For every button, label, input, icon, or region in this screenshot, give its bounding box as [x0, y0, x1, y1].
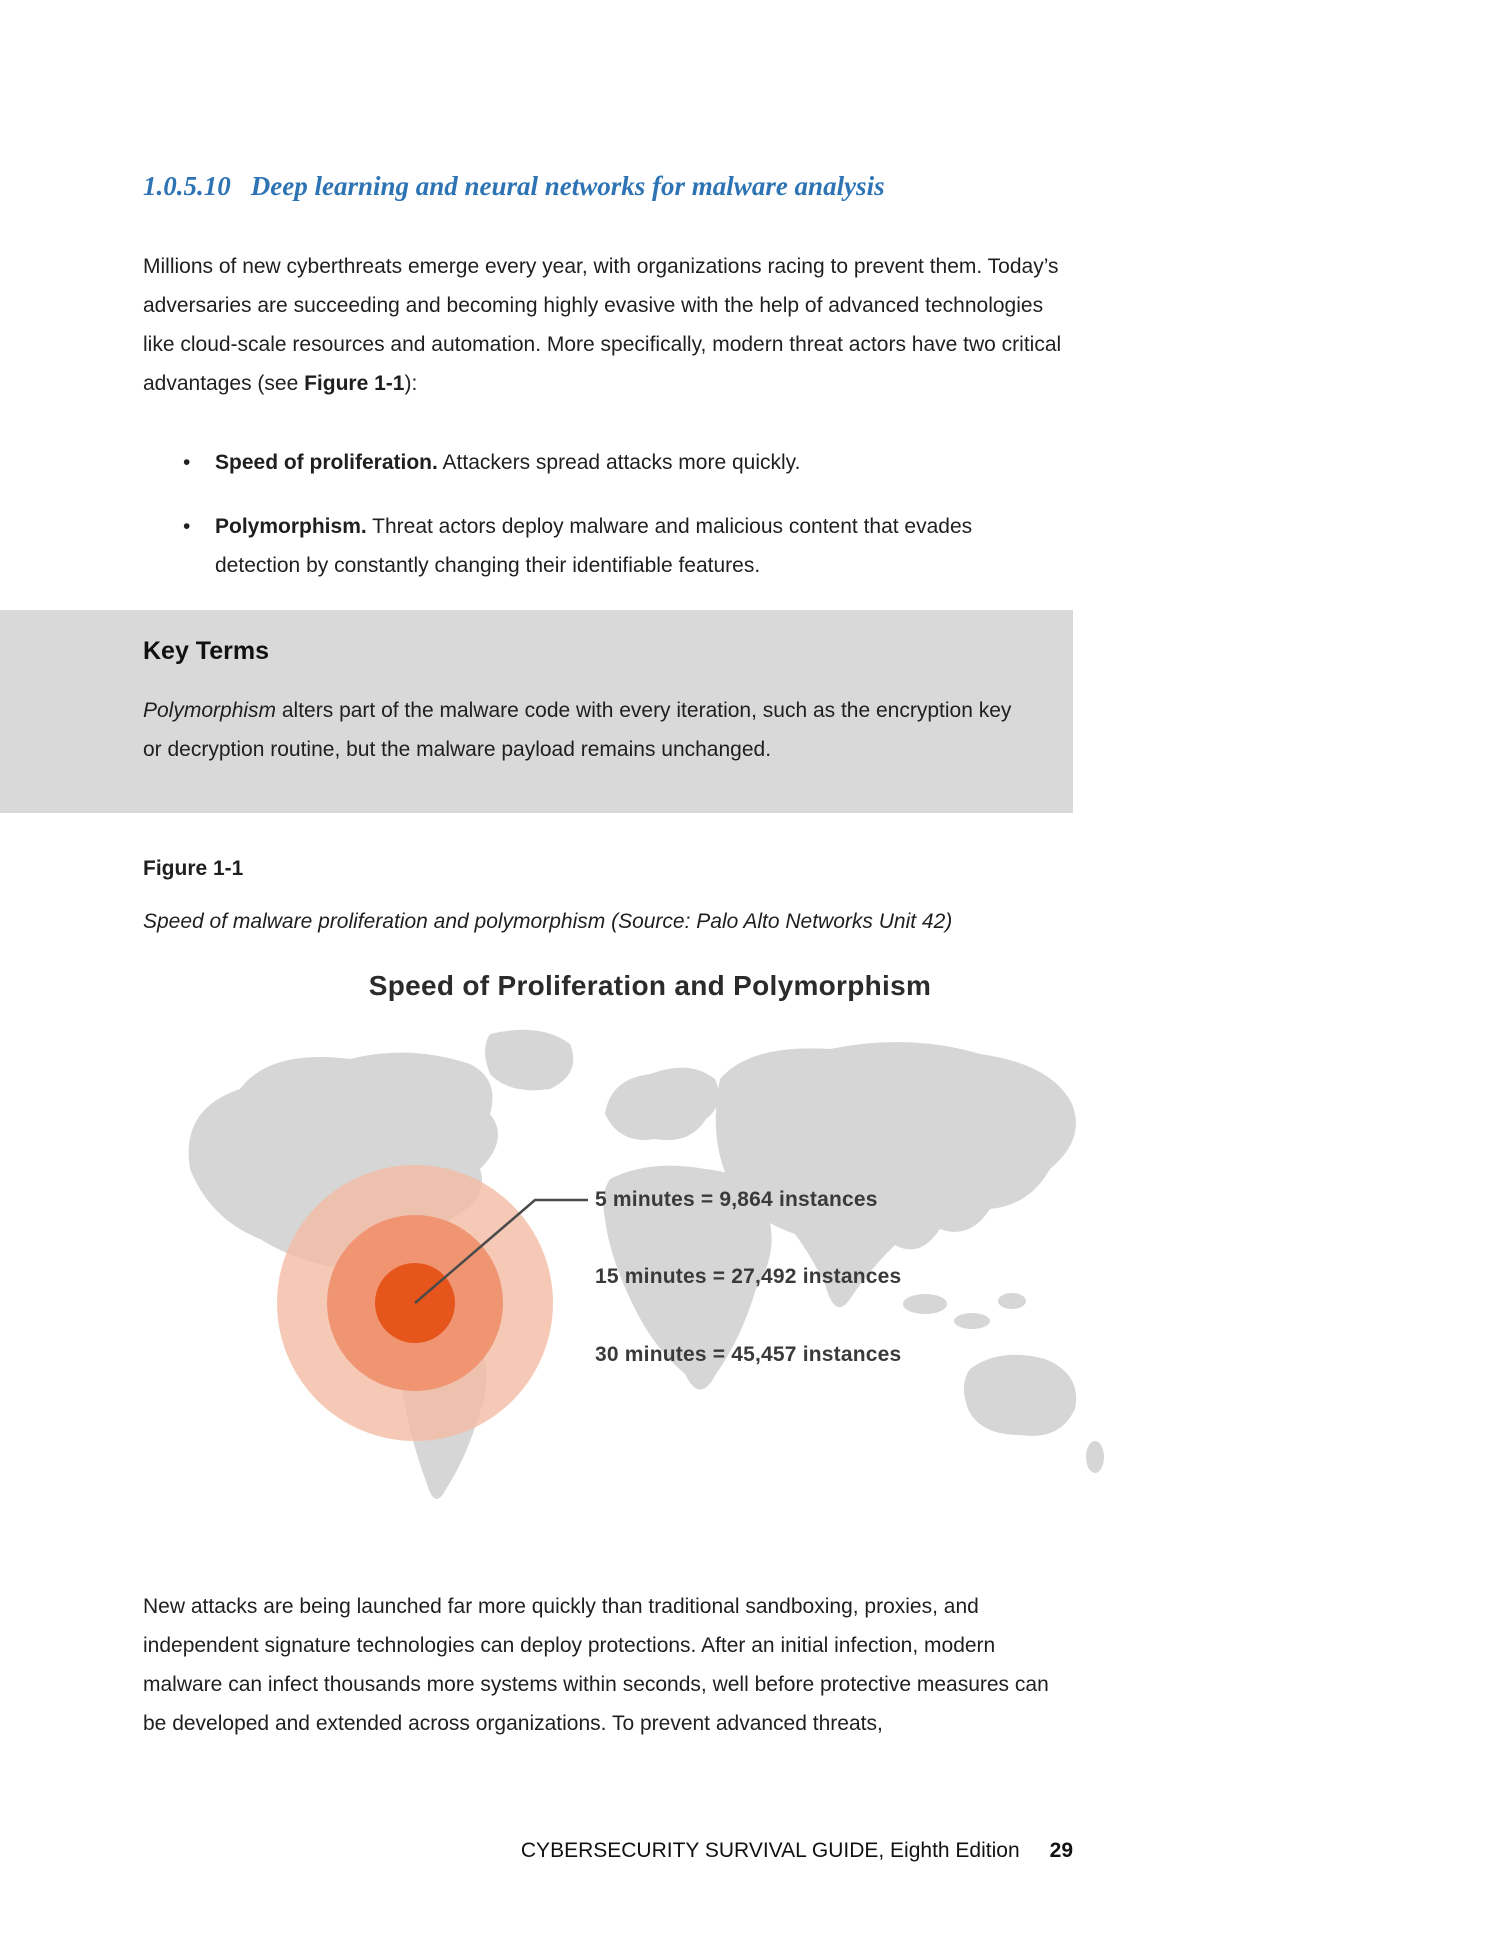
map-graphic-area [150, 1019, 1150, 1539]
intro-text: Millions of new cyberthreats emerge every year, with organizations racing to prevent them. Today’s adversaries are succeeding and becoming highly evasive with the help of advanced technologies like cloud-scale resources and automation. More specifically, modern threat actors have two critical advantages (see [143, 255, 1062, 395]
bullet-lead: Speed of proliferation. [215, 451, 438, 474]
intro-paragraph [143, 247, 1073, 403]
bullet-text: Attackers spread attacks more quickly. [437, 451, 801, 474]
key-terms-definition [143, 691, 1028, 769]
advantages-list [143, 443, 1043, 585]
list-item-speed [143, 443, 1043, 482]
section-title: Deep learning and neural networks for malware analysis [250, 171, 885, 201]
callout-label-5min: 5 minutes = 9,864 instances [595, 1188, 878, 1211]
figure-1-1 [150, 969, 1150, 1539]
bullet-text: Threat actors deploy malware and malicious content that evades detection by constantly changing their identifiable features. [215, 515, 973, 577]
callout-label-30min: 30 minutes = 45,457 instances [595, 1343, 902, 1366]
footer-title: CYBERSECURITY SURVIVAL GUIDE, Eighth Edition [520, 1839, 1020, 1862]
figure-reference: Figure 1-1 [304, 372, 405, 395]
intro-text-end: ): [404, 372, 418, 395]
bullet-icon: • [183, 515, 191, 538]
section-heading [143, 0, 1500, 203]
section-number: 1.0.5.10 [143, 171, 231, 201]
key-terms-heading: Key Terms [143, 637, 269, 665]
page-number: 29 [1049, 1839, 1073, 1862]
key-term-text: alters part of the malware code with every iteration, such as the encryption key or decryption routine, but the malware payload remains unchanged. [143, 699, 1012, 761]
figure-caption: Speed of malware proliferation and polymorphism (Source: Palo Alto Networks Unit 42) [143, 910, 953, 933]
bullet-lead: Polymorphism. [215, 515, 367, 538]
list-item-polymorphism [143, 507, 1043, 585]
page-footer [521, 1836, 1073, 1866]
figure-label: Figure 1-1 [143, 857, 244, 880]
key-terms-box [0, 610, 1073, 813]
closing-paragraph: New attacks are being launched far more quickly than traditional sandboxing, proxies, and independent signature technologies can deploy protections. After an initial infection, modern malware can infect thousands more systems within seconds, well before protective measures can be developed and extended across organizations. To prevent advanced threats, [143, 1595, 1049, 1735]
bullet-icon: • [183, 451, 191, 474]
key-term-word: Polymorphism [143, 699, 277, 722]
figure-title: Speed of Proliferation and Polymorphism [368, 970, 932, 1001]
callout-label-15min: 15 minutes = 27,492 instances [595, 1265, 902, 1288]
